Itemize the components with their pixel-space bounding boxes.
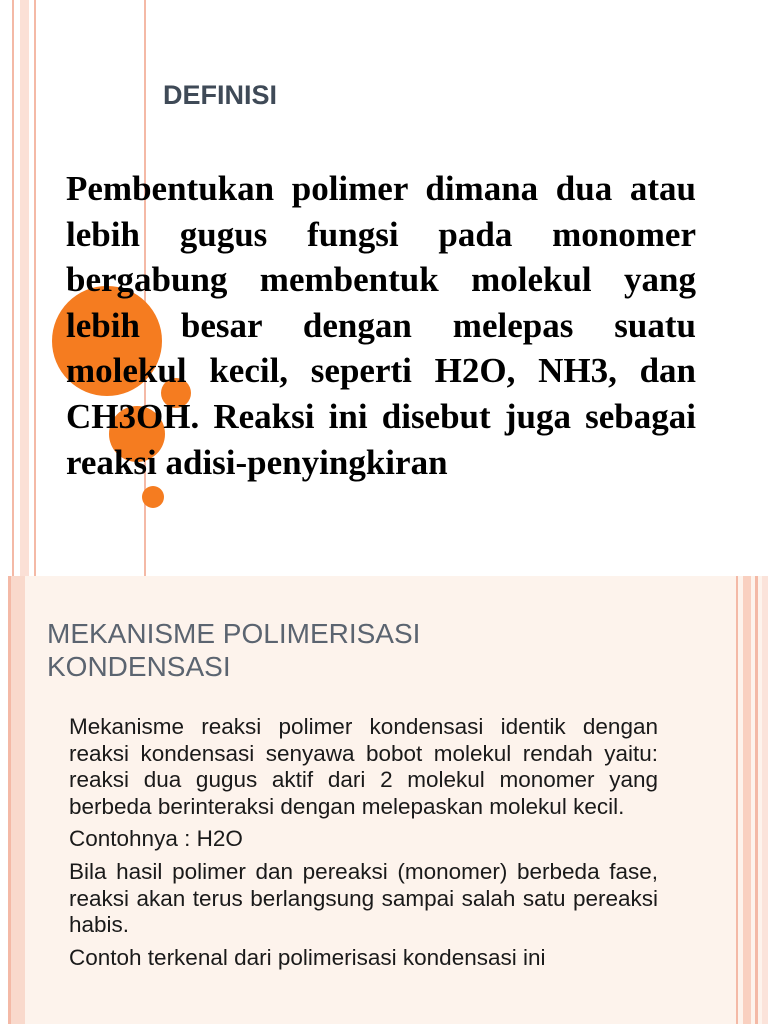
paragraph: Contoh terkenal dari polimerisasi kondensasi ini: [69, 944, 546, 970]
paragraph: Mekanisme reaksi polimer kondensasi identik dengan reaksi kondensasi senyawa bobot molekul rendah yaitu: reaksi dua gugus aktif dari 2 molekul monomer yang berbeda berinteraksi dengan melepaskan molekul kecil.: [69, 714, 658, 819]
decor-stripe-left: [0, 576, 8, 1024]
paragraph: Bila hasil polimer dan pereaksi (monomer) berbeda fase, reaksi akan terus berlangsung sampai salah satu pereaksi habis.: [69, 858, 658, 938]
decor-stripe: [20, 0, 29, 576]
decor-stripe-left: [11, 576, 25, 1024]
decor-stripe-right: [736, 576, 738, 1024]
decor-stripe-right: [743, 576, 751, 1024]
decor-stripe-right: [755, 576, 758, 1024]
decor-circle-tiny: [142, 486, 164, 508]
decor-stripe: [34, 0, 36, 576]
slide-body: [69, 714, 658, 977]
title-line: MEKANISME POLIMERISASI: [47, 618, 421, 649]
slide-title: DEFINISI: [163, 80, 278, 110]
title-line: KONDENSASI: [47, 651, 231, 682]
slide-title: [47, 617, 647, 683]
decor-stripe-right: [762, 576, 768, 1024]
definition-text: Pembentukan polimer dimana dua atau lebih gugus fungsi pada monomer bergabung membentuk molekul yang lebih besar dengan melepas suatu molekul kecil, seperti H2O, NH3, dan CH3OH. Reaksi ini disebut juga sebagai reaksi adisi-penyingkiran: [66, 169, 696, 482]
decor-stripe: [12, 0, 14, 576]
paragraph: Contohnya : H2O: [69, 826, 243, 852]
